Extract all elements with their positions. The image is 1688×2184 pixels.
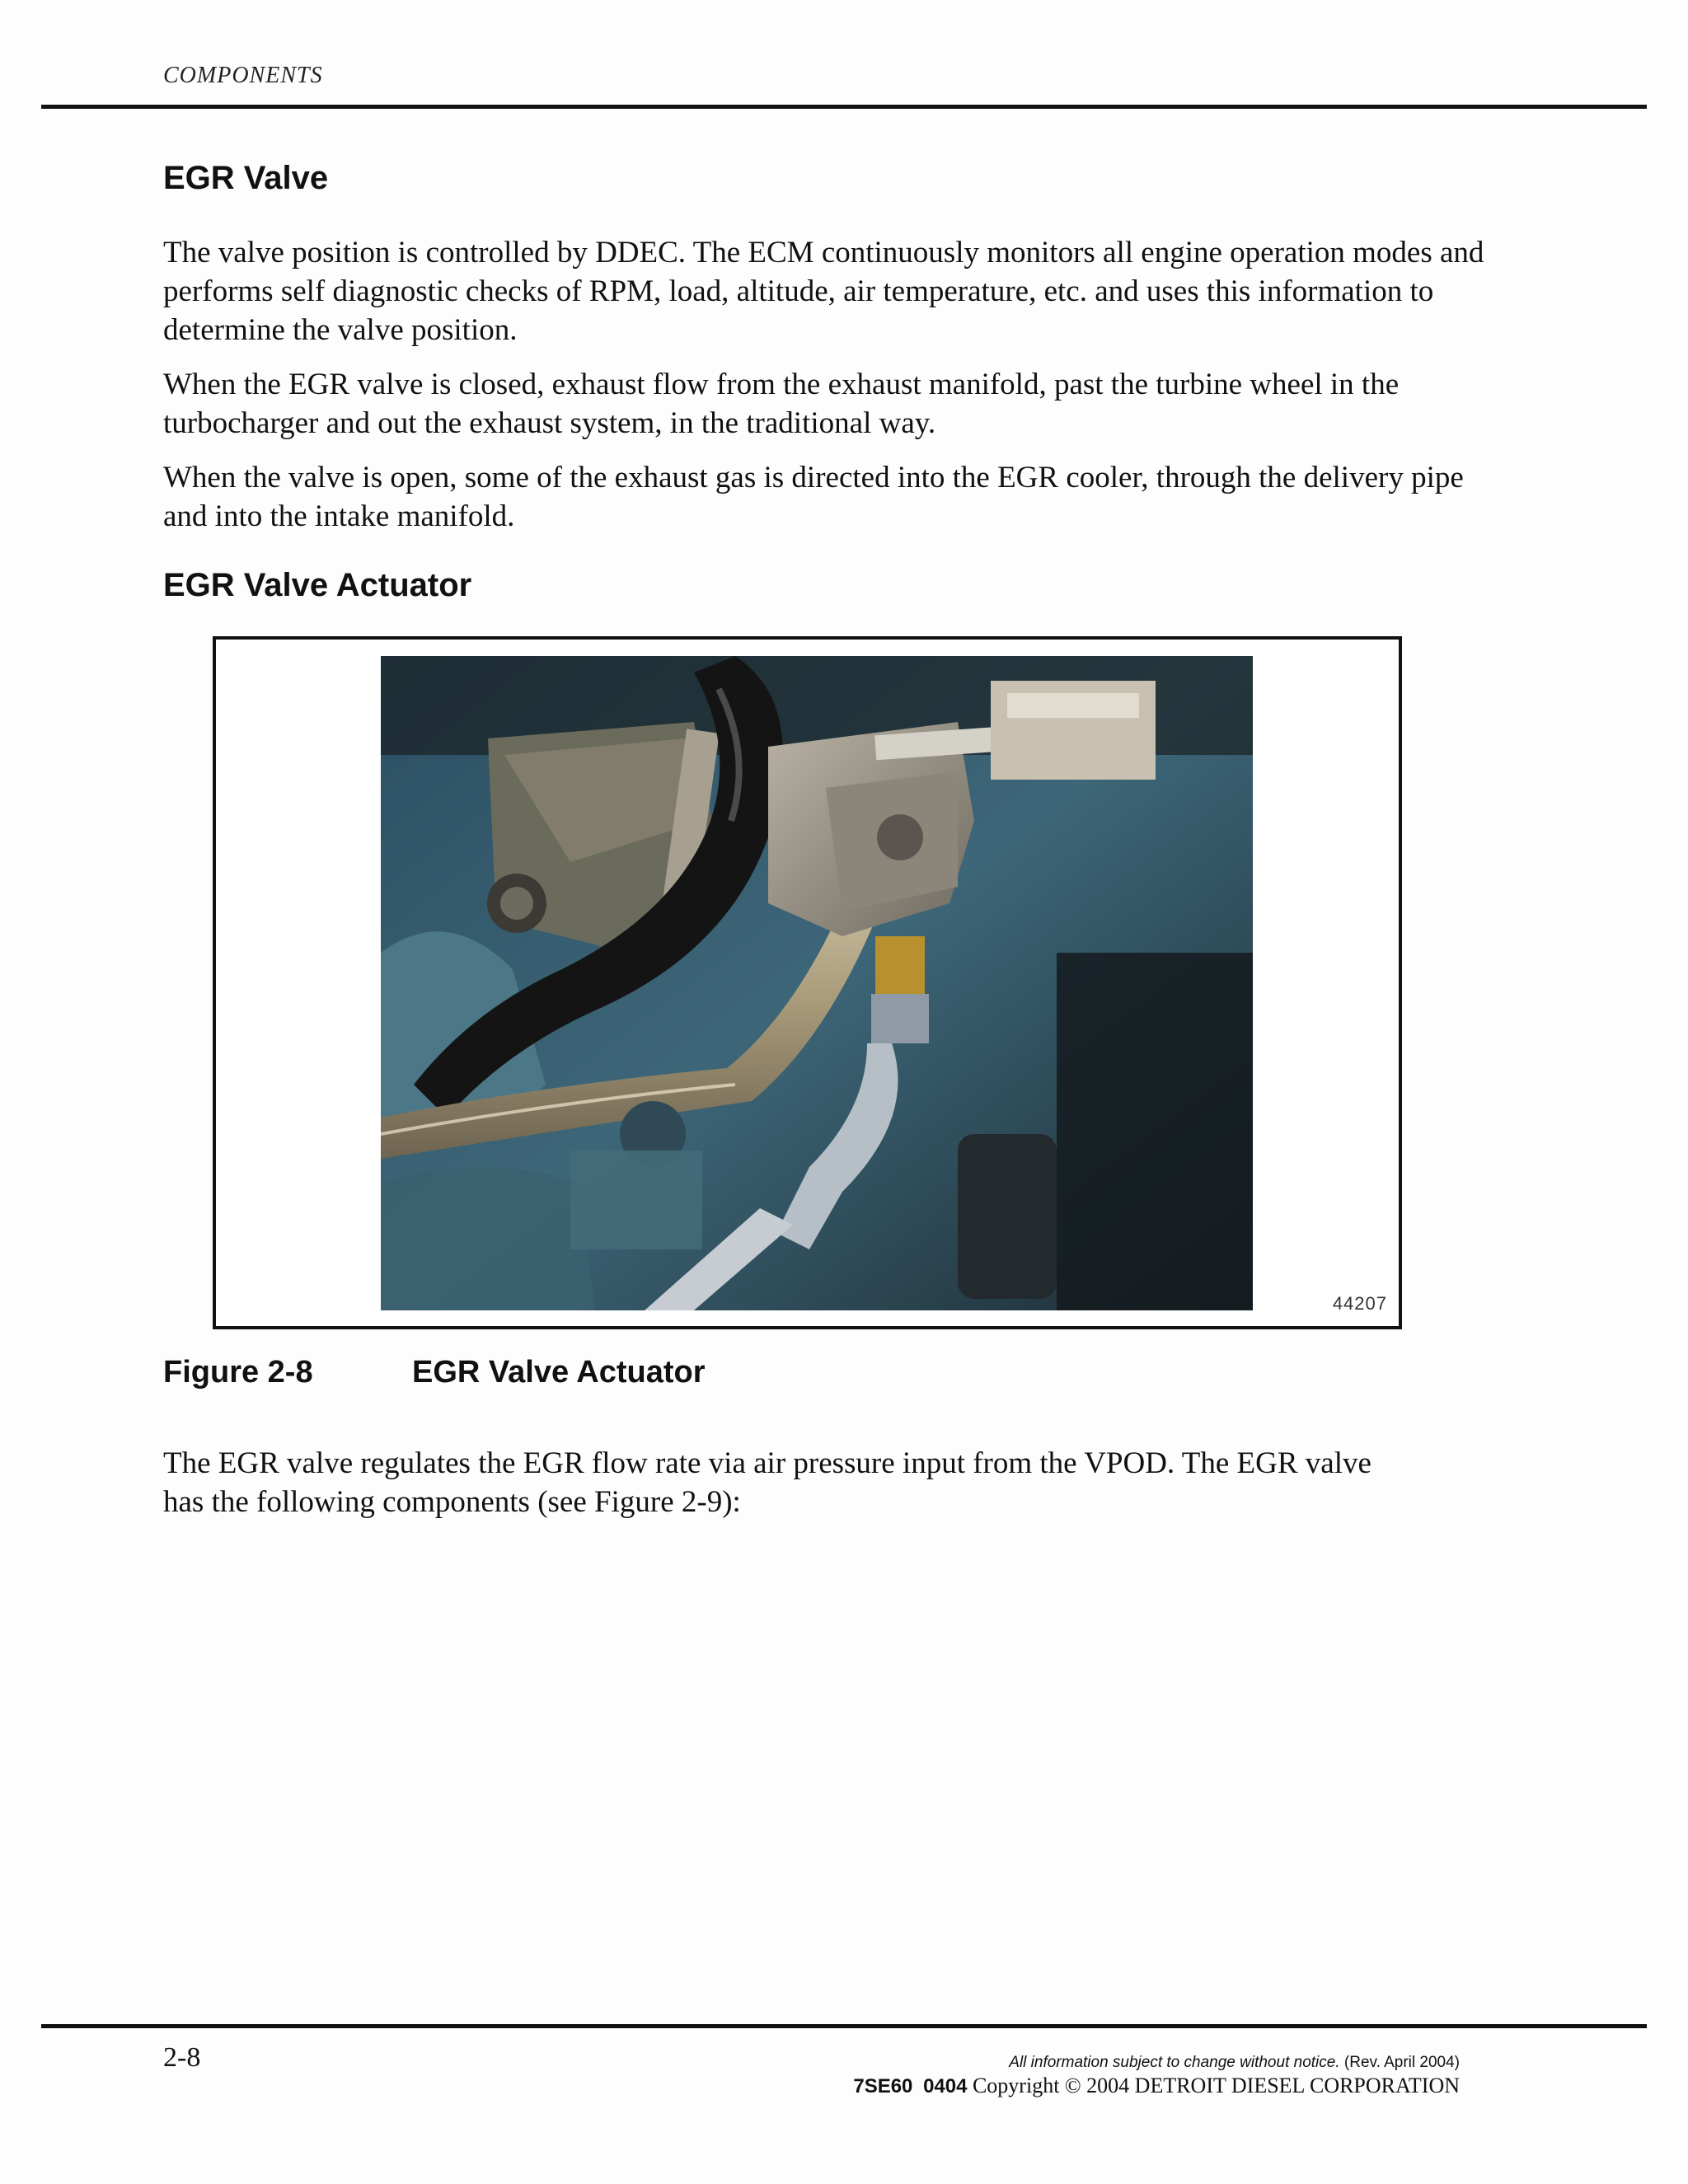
paragraph-valve-position: The valve position is controlled by DDEC. The ECM continuously monitors all engine operation modes and performs self diagnostic checks of RPM, load, altitude, air temperature, etc. and uses this information to determine the valve position.	[163, 236, 1484, 347]
running-head: COMPONENTS	[163, 63, 323, 88]
egr-valve-actuator-photo	[381, 656, 1253, 1310]
footer-rule	[41, 2024, 1647, 2028]
change-notice: All information subject to change without notice.	[1009, 2054, 1340, 2071]
paragraph-egr-components: The EGR valve regulates the EGR flow rate via air pressure input from the VPOD. The EGR valve has the following components (see Figure 2-9):	[163, 1446, 1372, 1519]
paragraph-valve-closed: When the EGR valve is closed, exhaust flow from the exhaust manifold, past the turbine wheel in the turbocharger and out the exhaust system, in the traditional way.	[163, 368, 1400, 440]
footer-notice	[1009, 2054, 1460, 2072]
figure-frame	[213, 636, 1402, 1329]
figure-label: Figure 2-8	[163, 1355, 313, 1390]
copyright: Copyright © 2004 DETROIT DIESEL CORPORATION	[972, 2074, 1460, 2097]
figure-title: EGR Valve Actuator	[412, 1355, 706, 1390]
header-rule	[41, 105, 1647, 109]
footer-copyright-line	[853, 2074, 1460, 2098]
section-heading-egr-valve-actuator: EGR Valve Actuator	[163, 567, 472, 603]
paragraph-valve-open: When the valve is open, some of the exhaust gas is directed into the EGR cooler, through the delivery pipe and into the intake manifold.	[163, 461, 1464, 533]
page-number: 2-8	[163, 2042, 201, 2073]
revision-date: (Rev. April 2004)	[1343, 2054, 1460, 2071]
section-heading-egr-valve: EGR Valve	[163, 160, 329, 196]
figure-image-number: 44207	[1332, 1293, 1387, 1314]
document-code: 7SE60 0404	[853, 2075, 968, 2097]
